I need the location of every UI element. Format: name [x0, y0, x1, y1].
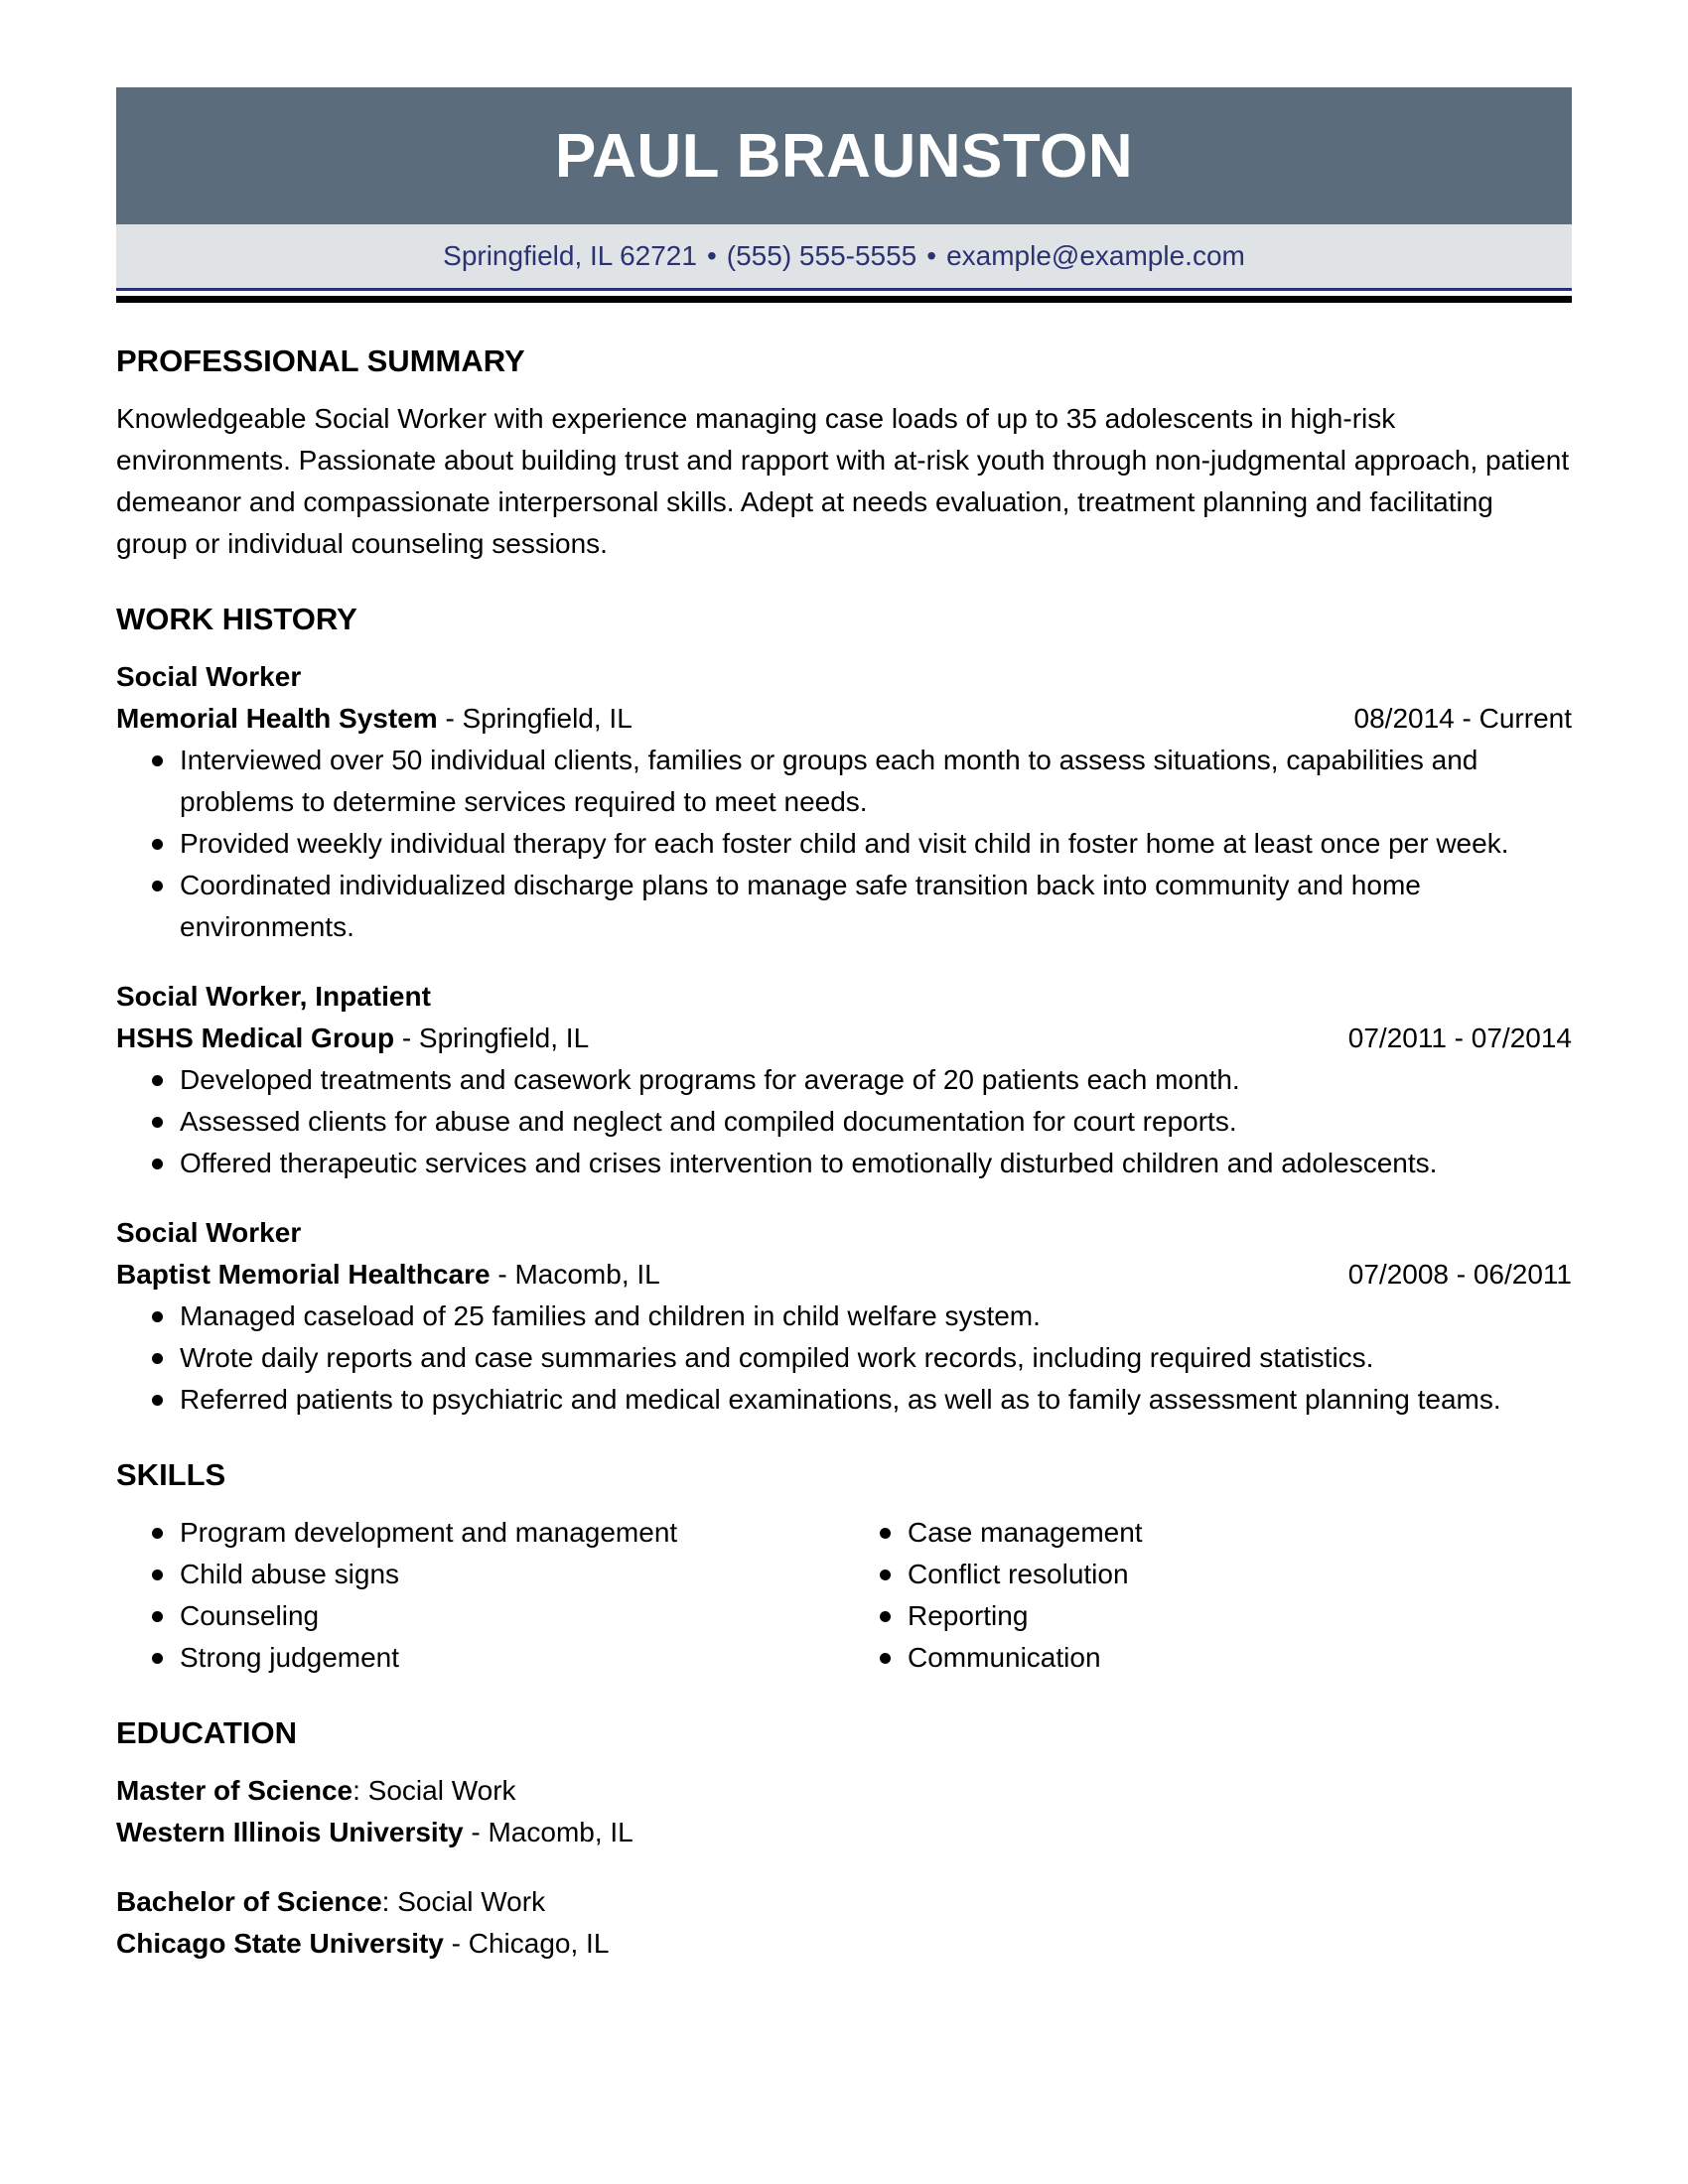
skill-item: Child abuse signs — [116, 1554, 844, 1595]
resume-page — [116, 87, 1572, 1965]
education-location: - Chicago, IL — [443, 1928, 610, 1959]
contact-phone: (555) 555-5555 — [726, 240, 917, 271]
job-bullets — [116, 740, 1572, 948]
job-bullet: Offered therapeutic services and crises intervention to emotionally disturbed children and adolescents. — [116, 1143, 1572, 1184]
job-employer-group — [116, 1018, 589, 1059]
contact-separator: • — [926, 240, 937, 271]
education-field: : Social Work — [381, 1886, 546, 1917]
job-bullet: Coordinated individualized discharge plans to manage safe transition back into community and home environments. — [116, 865, 1572, 948]
job-bullet: Interviewed over 50 individual clients, families or groups each month to assess situations, capabilities and problems to determine services required to meet needs. — [116, 740, 1572, 823]
work-history-heading: WORK HISTORY — [116, 602, 357, 636]
education-field: : Social Work — [352, 1775, 516, 1806]
skill-item: Reporting — [844, 1595, 1572, 1637]
job-bullet: Assessed clients for abuse and neglect and compiled documentation for court reports. — [116, 1101, 1572, 1143]
job-employer-group — [116, 698, 633, 740]
job-dates: 08/2014 - Current — [1353, 703, 1572, 734]
skill-item: Program development and management — [116, 1512, 844, 1554]
job-bullet: Referred patients to psychiatric and medical examinations, as well as to family assessment planning teams. — [116, 1379, 1572, 1421]
skill-item: Strong judgement — [116, 1637, 844, 1679]
contact-address: Springfield, IL 62721 — [443, 240, 697, 271]
contact-separator: • — [706, 240, 717, 271]
job-location: - Macomb, IL — [490, 1259, 660, 1290]
skill-item: Conflict resolution — [844, 1554, 1572, 1595]
skills-column-left — [116, 1512, 844, 1679]
summary-heading: PROFESSIONAL SUMMARY — [116, 343, 525, 378]
job-employer: Baptist Memorial Healthcare — [116, 1259, 491, 1290]
skills-column-right — [844, 1512, 1572, 1679]
job-dates: 07/2011 - 07/2014 — [1347, 1023, 1572, 1053]
header-rule-thick — [116, 296, 1572, 303]
education-entry — [116, 1881, 1572, 1965]
education-degree-line — [116, 1881, 1572, 1923]
job-entry — [116, 656, 1572, 948]
skills-grid — [116, 1512, 1572, 1679]
job-bullet: Developed treatments and casework programs for average of 20 patients each month. — [116, 1059, 1572, 1101]
job-title: Social Worker — [116, 661, 302, 692]
job-bullets — [116, 1296, 1572, 1421]
skills-heading: SKILLS — [116, 1457, 226, 1492]
job-dates: 07/2008 - 06/2011 — [1347, 1259, 1572, 1290]
skill-item: Counseling — [116, 1595, 844, 1637]
job-title: Social Worker — [116, 1217, 302, 1248]
education-heading: EDUCATION — [116, 1715, 297, 1750]
contact-email[interactable]: example@example.com — [946, 240, 1245, 271]
education-school: Western Illinois University — [116, 1817, 464, 1847]
job-bullet: Wrote daily reports and case summaries and compiled work records, including required statistics. — [116, 1337, 1572, 1379]
job-title: Social Worker, Inpatient — [116, 981, 431, 1012]
education-degree: Master of Science — [116, 1775, 353, 1806]
contact-bar — [116, 224, 1572, 288]
job-bullet: Provided weekly individual therapy for each foster child and visit child in foster home at least once per week. — [116, 823, 1572, 865]
job-employer-line — [116, 698, 1572, 740]
job-employer-group — [116, 1254, 660, 1296]
education-degree-line — [116, 1770, 1572, 1812]
summary-text: Knowledgeable Social Worker with experience managing case loads of up to 35 adolescents in high-risk environments. Passionate about building trust and rapport with at-risk youth through non-judgmental approach, patient demeanor and compassionate interpersonal skills. Adept at needs evaluation, treatment planning and facilitating group or individual counseling sessions. — [116, 403, 1570, 559]
job-bullets — [116, 1059, 1572, 1184]
job-employer-line — [116, 1254, 1572, 1296]
job-entry — [116, 976, 1572, 1184]
education-school-line — [116, 1812, 1572, 1853]
skill-item: Case management — [844, 1512, 1572, 1554]
education-degree: Bachelor of Science — [116, 1886, 382, 1917]
job-employer: Memorial Health System — [116, 703, 438, 734]
education-school: Chicago State University — [116, 1928, 444, 1959]
education-entry — [116, 1770, 1572, 1853]
job-location: - Springfield, IL — [394, 1023, 590, 1053]
education-school-line — [116, 1923, 1572, 1965]
job-employer: HSHS Medical Group — [116, 1023, 395, 1053]
job-location: - Springfield, IL — [437, 703, 633, 734]
name-banner — [116, 87, 1572, 224]
job-bullet: Managed caseload of 25 families and children in child welfare system. — [116, 1296, 1572, 1337]
education-location: - Macomb, IL — [463, 1817, 633, 1847]
candidate-name: PAUL BRAUNSTON — [554, 121, 1134, 191]
skill-item: Communication — [844, 1637, 1572, 1679]
job-entry — [116, 1212, 1572, 1421]
job-employer-line — [116, 1018, 1572, 1059]
